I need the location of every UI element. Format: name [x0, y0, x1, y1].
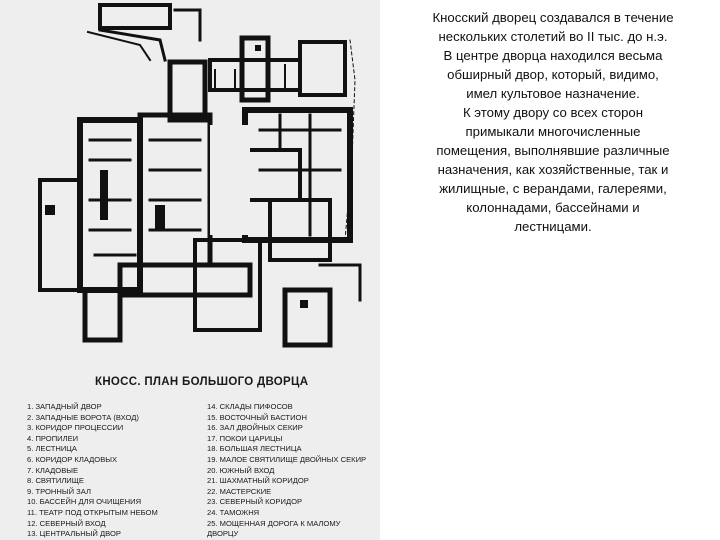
- plan-legend-left: [27, 402, 207, 540]
- legend-item: 25. МОЩЕННАЯ ДОРОГА К МАЛОМУ: [207, 518, 341, 528]
- legend-item: 8. СВЯТИЛИЩЕ: [27, 476, 84, 486]
- description-line: имел культовое назначение.: [466, 86, 640, 101]
- legend-item: 4. ПРОПИЛЕИ: [27, 433, 79, 443]
- plan-legend-right: [207, 402, 379, 540]
- legend-item: 15. ВОСТОЧНЫЙ БАСТИОН: [207, 412, 307, 422]
- legend-item: 13. ЦЕНТРАЛЬНЫЙ ДВОР: [27, 529, 121, 539]
- legend-item: 5. ЛЕСТНИЦА: [27, 444, 77, 454]
- description-line: обширный двор, который, видимо,: [447, 67, 659, 82]
- legend-item: 11. ТЕАТР ПОД ОТКРЫТЫМ НЕБОМ: [27, 507, 158, 517]
- knossos-floor-plan-drawing: [0, 0, 380, 400]
- legend-item: 6. КОРИДОР КЛАДОВЫХ: [27, 454, 118, 464]
- legend-item: 24. ТАМОЖНЯ: [207, 507, 260, 517]
- legend-item: 14. СКЛАДЫ ПИФОСОВ: [207, 402, 293, 411]
- legend-item: 7. КЛАДОВЫЕ: [27, 465, 79, 475]
- description-line: лестницами.: [514, 219, 592, 234]
- legend-item: 9. ТРОННЫЙ ЗАЛ: [27, 486, 91, 496]
- legend-item: 16. ЗАЛ ДВОЙНЫХ СЕКИР: [207, 423, 303, 433]
- legend-item: 18. БОЛЬШАЯ ЛЕСТНИЦА: [207, 444, 302, 454]
- legend-item: 12. СЕВЕРНЫЙ ВХОД: [27, 518, 106, 528]
- description-line: Кносский дворец создавался в течение: [432, 10, 674, 25]
- description-line: В центре дворца находился весьма: [443, 48, 663, 63]
- description-text: [392, 8, 714, 236]
- legend-item: 22. МАСТЕРСКИЕ: [207, 486, 272, 496]
- legend-item: ДВОРЦУ: [207, 529, 239, 539]
- legend-item: 23. СЕВЕРНЫЙ КОРИДОР: [207, 497, 303, 507]
- description-line: жилищные, с верандами, галереями,: [439, 181, 667, 196]
- description-line: примыкали многочисленные: [465, 124, 641, 139]
- description-line: колоннадами, бассейнами и: [466, 200, 640, 215]
- legend-item: 1. ЗАПАДНЫЙ ДВОР: [27, 402, 102, 411]
- legend-item: 10. БАССЕЙН ДЛЯ ОЧИЩЕНИЯ: [27, 497, 142, 507]
- legend-item: 20. ЮЖНЫЙ ВХОД: [207, 465, 275, 475]
- legend-item: 17. ПОКОИ ЦАРИЦЫ: [207, 433, 283, 443]
- legend-item: 2. ЗАПАДНЫЕ ВОРОТА (ВХОД): [27, 412, 139, 422]
- legend-item: 21. ШАХМАТНЫЙ КОРИДОР: [207, 476, 309, 486]
- description-line: нескольких столетий во II тыс. до н.э.: [438, 29, 668, 44]
- description-line: К этому двору со всех сторон: [462, 105, 644, 120]
- description-line: помещения, выполнявшие различные: [436, 143, 670, 158]
- plan-title: КНОСС. ПЛАН БОЛЬШОГО ДВОРЦА: [95, 376, 309, 388]
- description-line: назначения, как хозяйственные, так и: [437, 162, 669, 177]
- legend-item: 19. МАЛОЕ СВЯТИЛИЩЕ ДВОЙНЫХ СЕКИР: [207, 454, 367, 464]
- legend-item: 3. КОРИДОР ПРОЦЕССИИ: [27, 423, 124, 433]
